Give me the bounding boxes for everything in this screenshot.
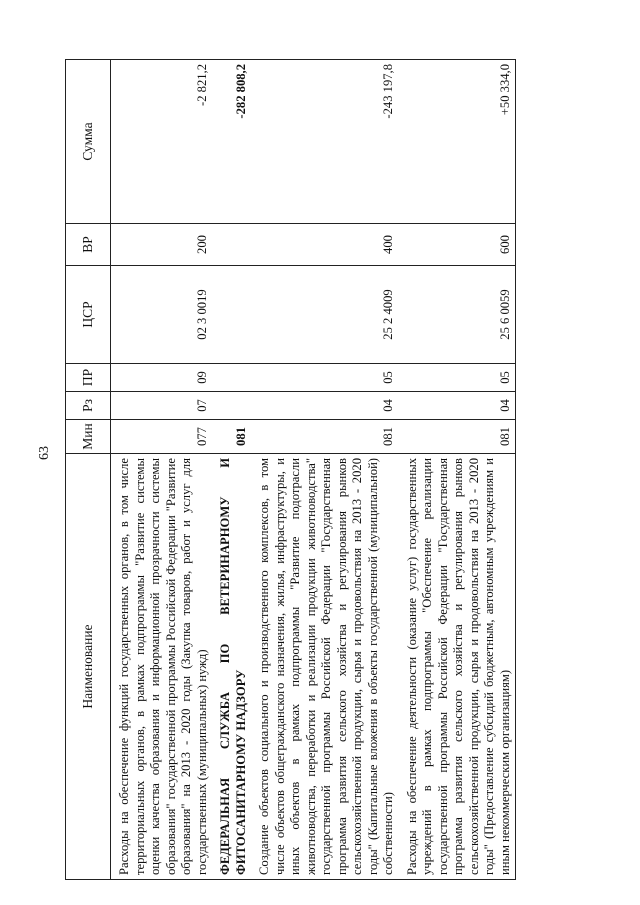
budget-table <box>65 59 516 880</box>
row-csr: 02 3 0019 <box>111 266 213 364</box>
row-name: Расходы на обеспечение деятельности (оказание услуг) государственных учреждений в рамках подпрограммы "Обеспечение реализации государственной программы Российской Федерации "Государственная программа развития сельского хозяйства и регулирования рынков сельскохозяйственной продукции, сырья и продовольствия на 2013 - 2020 годы" (Предоставление субсидий бюджетным, автономным учреждениям и иным некоммерческим организациям) <box>399 454 516 880</box>
row-sum: -282 808,2 <box>212 60 251 224</box>
row-vr: 400 <box>251 224 399 266</box>
header-csr: ЦСР <box>66 266 111 364</box>
header-sum: Сумма <box>66 60 111 224</box>
row-min: 081 <box>399 420 516 454</box>
row-pr: 05 <box>251 364 399 392</box>
header-rz: Рз <box>66 392 111 420</box>
row-vr: 200 <box>111 224 213 266</box>
table-header-row <box>66 60 111 880</box>
row-min: 081 <box>212 420 251 454</box>
row-name: Создание объектов социального и производственного комплексов, в том числе объектов общегражданского назначения, жилья, инфраструктуры, и иных объектов в рамках подпрограммы "Развитие подотрасли животноводства, переработки и реализации продукции животноводства" государственной программы Российской Федерации "Государственная программа развития сельского хозяйства и регулирования рынков сельскохозяйственной продукции, сырья и продовольствия на 2013 - 2020 годы" (Капитальные вложения в объекты государственной (муниципальной) собственности) <box>251 454 399 880</box>
landscape-sheet <box>65 60 605 880</box>
row-rz: 04 <box>251 392 399 420</box>
row-csr: 25 6 0059 <box>399 266 516 364</box>
table-row <box>251 60 399 880</box>
row-sum: +50 334,0 <box>399 60 516 224</box>
row-name: ФЕДЕРАЛЬНАЯ СЛУЖБА ПО ВЕТЕРИНАРНОМУ И ФИТОСАНИТАРНОМУ НАДЗОРУ <box>212 454 251 880</box>
header-min: Мин <box>66 420 111 454</box>
page-number: 63 <box>37 446 52 460</box>
table-row-agency <box>212 60 251 880</box>
row-vr <box>212 224 251 266</box>
row-csr: 25 2 4009 <box>251 266 399 364</box>
row-pr: 05 <box>399 364 516 392</box>
row-rz: 04 <box>399 392 516 420</box>
row-name: Расходы на обеспечение функций государственных органов, в том числе территориальных органов, в рамках подпрограммы "Развитие системы оценки качества образования и информационной прозрачности системы образования" государственной программы Российской Федерации "Развитие образования" на 2013 - 2020 годы (Закупка товаров, работ и услуг для государственных (муниципальных) нужд) <box>111 454 213 880</box>
header-vr: ВР <box>66 224 111 266</box>
row-sum: -243 197,8 <box>251 60 399 224</box>
row-pr: 09 <box>111 364 213 392</box>
table-row <box>399 60 516 880</box>
header-name: Наименование <box>66 454 111 880</box>
row-pr <box>212 364 251 392</box>
row-rz <box>212 392 251 420</box>
row-csr <box>212 266 251 364</box>
row-sum: -2 821,2 <box>111 60 213 224</box>
row-min: 081 <box>251 420 399 454</box>
row-rz: 07 <box>111 392 213 420</box>
header-pr: ПР <box>66 364 111 392</box>
row-vr: 600 <box>399 224 516 266</box>
table-row <box>111 60 213 880</box>
row-min: 077 <box>111 420 213 454</box>
